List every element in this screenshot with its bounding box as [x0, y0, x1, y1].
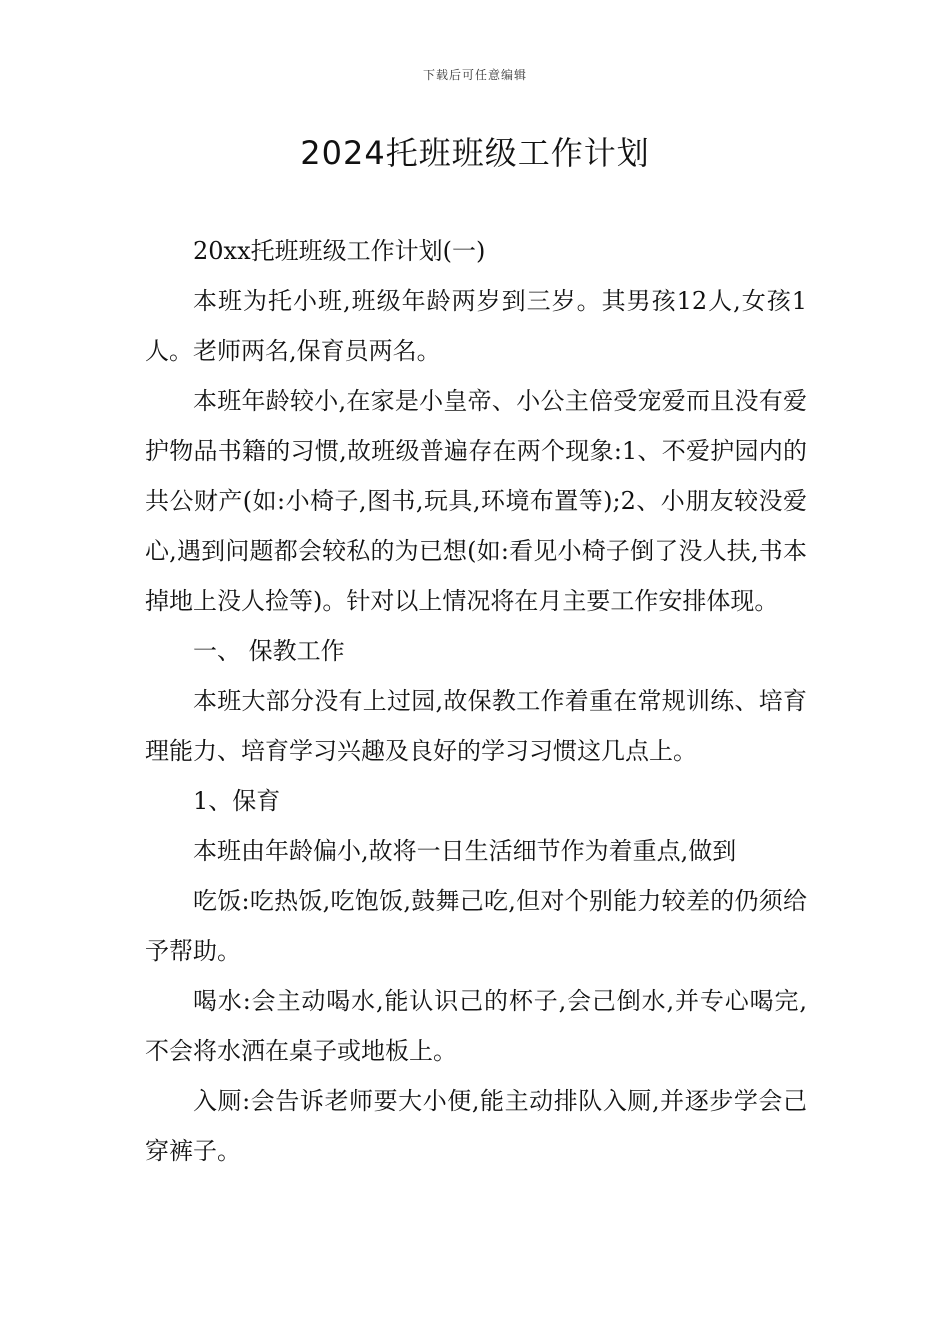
document-body [145, 226, 807, 1176]
paragraph-care-focus: 本班大部分没有上过园,故保教工作着重在常规训练、培育理能力、培育学习兴趣及良好的学习习惯这几点上。 [145, 687, 807, 765]
paragraph-drinking: 喝水:会主动喝水,能认识己的杯子,会己倒水,并专心喝完,不会将水洒在桌子或地板上。 [145, 987, 807, 1065]
document-title: 2024托班班级工作计划 [300, 134, 650, 172]
section-heading-care-education: 一、 保教工作 [193, 637, 345, 665]
paragraph-daily-life: 本班由年龄偏小,故将一日生活细节作为着重点,做到 [193, 837, 737, 865]
paragraph-toilet: 入厕:会告诉老师要大小便,能主动排队入厕,并逐步学会己穿裤子。 [145, 1087, 807, 1165]
paragraph-subtitle: 20xx托班班级工作计划(一) [193, 237, 486, 265]
subsection-heading-care: 1、保育 [193, 787, 281, 815]
paragraph-eating: 吃饭:吃热饭,吃饱饭,鼓舞己吃,但对个别能力较差的仍须给予帮助。 [145, 887, 807, 965]
paragraph-class-situation: 本班年龄较小,在家是小皇帝、小公主倍受宠爱而且没有爱护物品书籍的习惯,故班级普遍存在两个现象:1、不爱护园内的共公财产(如:小椅子,图书,玩具,环境布置等);2、小朋友较没爱心,遇到问题都会较私的为已想(如:看见小椅子倒了没人扶,书本掉地上没人捡等)。针对以上情况将在月主要工作安排体现。 [145, 387, 807, 615]
page-header-note: 下载后可任意编辑 [422, 68, 527, 82]
paragraph-class-overview: 本班为托小班,班级年龄两岁到三岁。其男孩12人,女孩1人。老师两名,保育员两名。 [145, 287, 807, 365]
